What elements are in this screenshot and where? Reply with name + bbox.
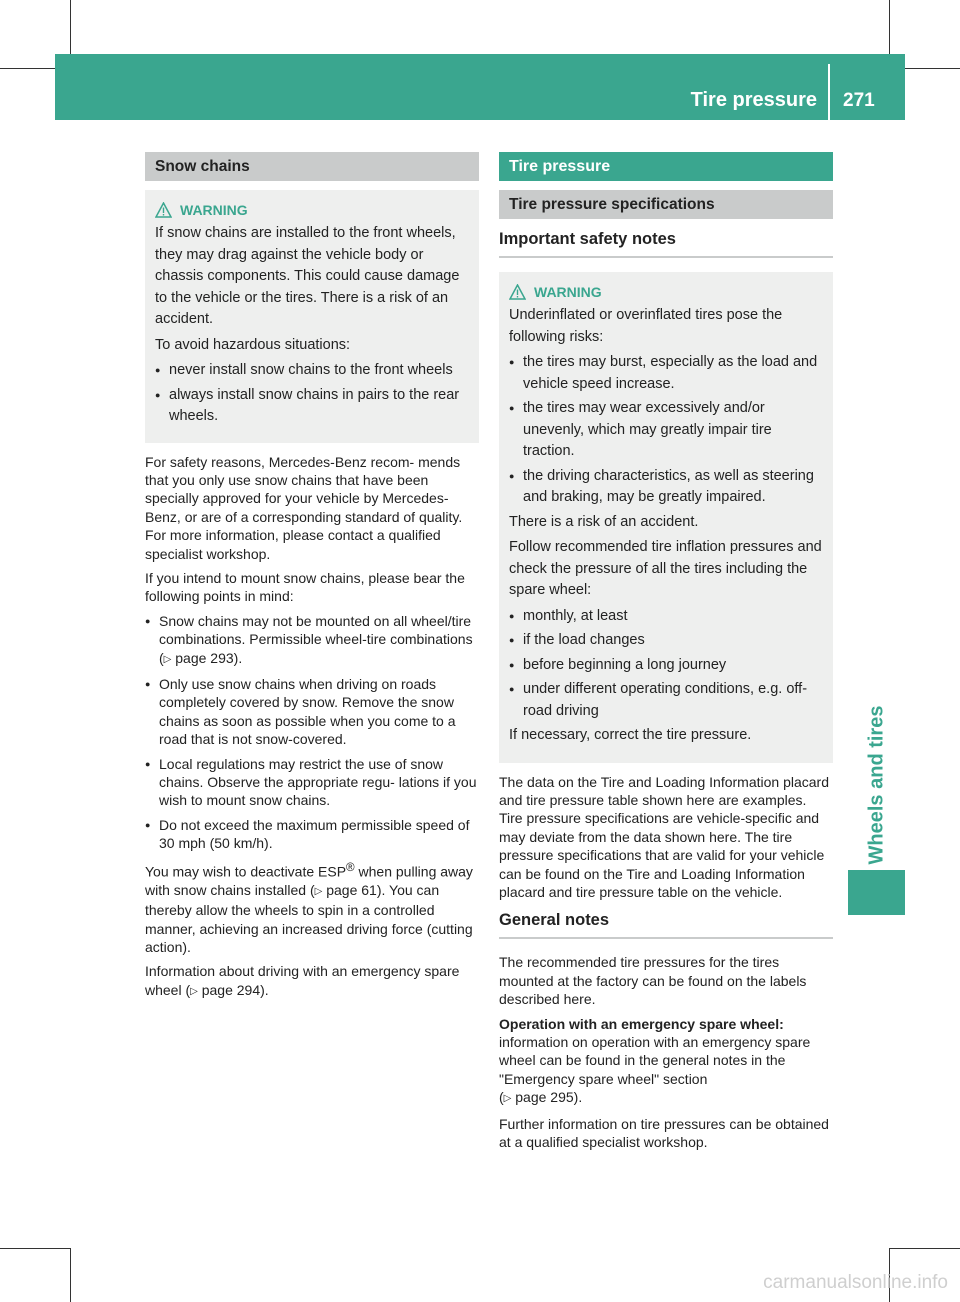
warning-text: If snow chains are installed to the front wheels, they may drag against the vehicle body or chassis components. This could cause damage to the vehicle or the tires. There is a risk of an accident. <box>155 225 460 327</box>
warning-box <box>145 190 479 443</box>
page-reference-link[interactable]: page 294 <box>201 981 261 998</box>
paragraph <box>145 962 479 1001</box>
warning-text: Follow recommended tire inflation pressures and check the pressure of all the tires including the spare wheel: <box>509 539 822 598</box>
paragraph: If you intend to mount snow chains, please bear the following points in mind: <box>145 569 465 605</box>
side-tab-marker <box>848 870 905 915</box>
warning-text: To avoid hazardous situations: <box>155 336 351 353</box>
heading-important-safety-notes: Important safety notes <box>499 228 833 258</box>
page-ref-arrow-icon: ▷ <box>503 1093 512 1105</box>
paragraph-text: ). You can thereby allow the wheels to spin in a controlled manner, achieving an increased driving force (cutting action). <box>145 881 473 955</box>
warning-box <box>499 272 833 763</box>
list-item-text: Snow chains may not be mounted on all wheel/tire combinations. Permissible wheel-tire combinations ( <box>159 612 473 666</box>
crop-mark <box>0 1248 70 1249</box>
warning-triangle-icon <box>509 284 526 300</box>
list-item: ● Only use snow chains when driving on roads completely covered by snow. Remove the snow chains as soon as possible when you come to a road that is not snow-covered. <box>145 675 479 749</box>
warning-header <box>509 281 823 303</box>
list-item <box>145 612 479 669</box>
paragraph-text: You may wish to deactivate ESP <box>145 863 347 880</box>
page-ref-arrow-icon: ▷ <box>314 885 323 897</box>
crop-mark <box>70 1248 71 1302</box>
warning-bullet: ● under different operating conditions, e.g. off-road driving <box>509 679 823 722</box>
warning-bullet: ● the tires may burst, especially as the load and vehicle speed increase. <box>509 352 823 395</box>
warning-bullet: ● before beginning a long journey <box>509 655 823 677</box>
paragraph: The recommended tire pressures for the tires mounted at the factory can be found on the labels described here. <box>499 954 807 1008</box>
warning-bullet: ● always install snow chains in pairs to the rear wheels. <box>155 385 469 428</box>
list-item: ● Do not exceed the maximum permissible speed of 30 mph (50 km/h). <box>145 816 479 853</box>
paragraph-text: information on operation with an emergency spare wheel can be found in the general notes in the "Emergency spare wheel" section <box>499 1033 811 1087</box>
warning-bullet: ● if the load changes <box>509 630 823 652</box>
warning-text: If necessary, correct the tire pressure. <box>509 727 752 743</box>
registered-mark: ® <box>346 860 355 874</box>
paragraph: information on operation with an emergency spare wheel can be found in the general notes in the "Emergency spare wheel" section (▷ page 295). <box>499 1033 811 1106</box>
right-column <box>499 152 833 1157</box>
list-item-text: ). <box>233 649 243 666</box>
warning-text: Underinflated or overinflated tires pose the following risks: <box>509 307 783 345</box>
header-title: Tire pressure <box>690 89 817 111</box>
page-reference-link[interactable]: page 295 <box>515 1089 574 1106</box>
paragraph-text: when pulling away with snow chains installed ( <box>145 863 473 898</box>
page-reference-link[interactable]: page 61 <box>326 881 377 898</box>
page-header <box>55 54 905 120</box>
heading-general-notes: General notes <box>499 909 833 939</box>
warning-label: WARNING <box>534 284 602 300</box>
paragraph-text: ). <box>573 1089 583 1106</box>
list-item: ● Local regulations may restrict the use of snow chains. Observe the appropriate regu- lations if you wish to mount snow chains. <box>145 755 479 810</box>
paragraph <box>145 859 479 957</box>
paragraph: For safety reasons, Mercedes-Benz recom- mends that you only use snow chains that have been specially approved for your vehicle by Mercedes-Benz, or are of a corresponding standard of quality. For more information, please contact a qualified specialist workshop. <box>145 453 463 562</box>
section-title-snow-chains: Snow chains <box>145 152 479 181</box>
subsection-title: Tire pressure specifications <box>499 190 833 219</box>
warning-header <box>155 199 469 221</box>
paragraph-bold-lead: Operation with an emergency spare wheel: <box>499 1015 784 1032</box>
header-divider <box>828 64 830 120</box>
crop-mark <box>889 1248 960 1249</box>
page-number: 271 <box>843 90 875 111</box>
page-reference-link[interactable]: page 293 <box>175 649 234 666</box>
warning-bullet: ● the tires may wear excessively and/or unevenly, which may greatly impair tire traction. <box>509 398 823 463</box>
warning-bullet: ● the driving characteristics, as well as steering and braking, may be greatly impaired. <box>509 466 823 509</box>
left-column <box>145 152 479 1007</box>
paragraph: The data on the Tire and Loading Information placard and tire pressure table shown here are examples. Tire pressure specifications are vehicle-specific and may deviate from the data shown here. The tire pressure specifications that are valid for your vehicle can be found on the Tire and Loading Information placard and tire pressure table on the vehicle. <box>499 773 829 900</box>
warning-text: There is a risk of an accident. <box>509 513 699 530</box>
warning-bullet: ● never install snow chains to the front wheels <box>155 360 469 382</box>
side-tab-label: Wheels and tires <box>865 705 888 865</box>
paragraph: Further information on tire pressures can be obtained at a qualified specialist workshop. <box>499 1115 829 1150</box>
watermark: carmanualsonline.info <box>763 1272 948 1293</box>
section-title-tire-pressure: Tire pressure <box>499 152 833 181</box>
page-ref-arrow-icon: ▷ <box>190 985 198 997</box>
page-ref-arrow-icon: ▷ <box>163 653 172 665</box>
paragraph <box>499 1015 833 1033</box>
warning-bullet: ● monthly, at least <box>509 606 823 628</box>
warning-label: WARNING <box>180 202 248 218</box>
paragraph-text: ). <box>260 981 269 998</box>
warning-triangle-icon <box>155 202 172 218</box>
paragraph-text: Information about driving with an emergency spare wheel ( <box>145 963 460 998</box>
